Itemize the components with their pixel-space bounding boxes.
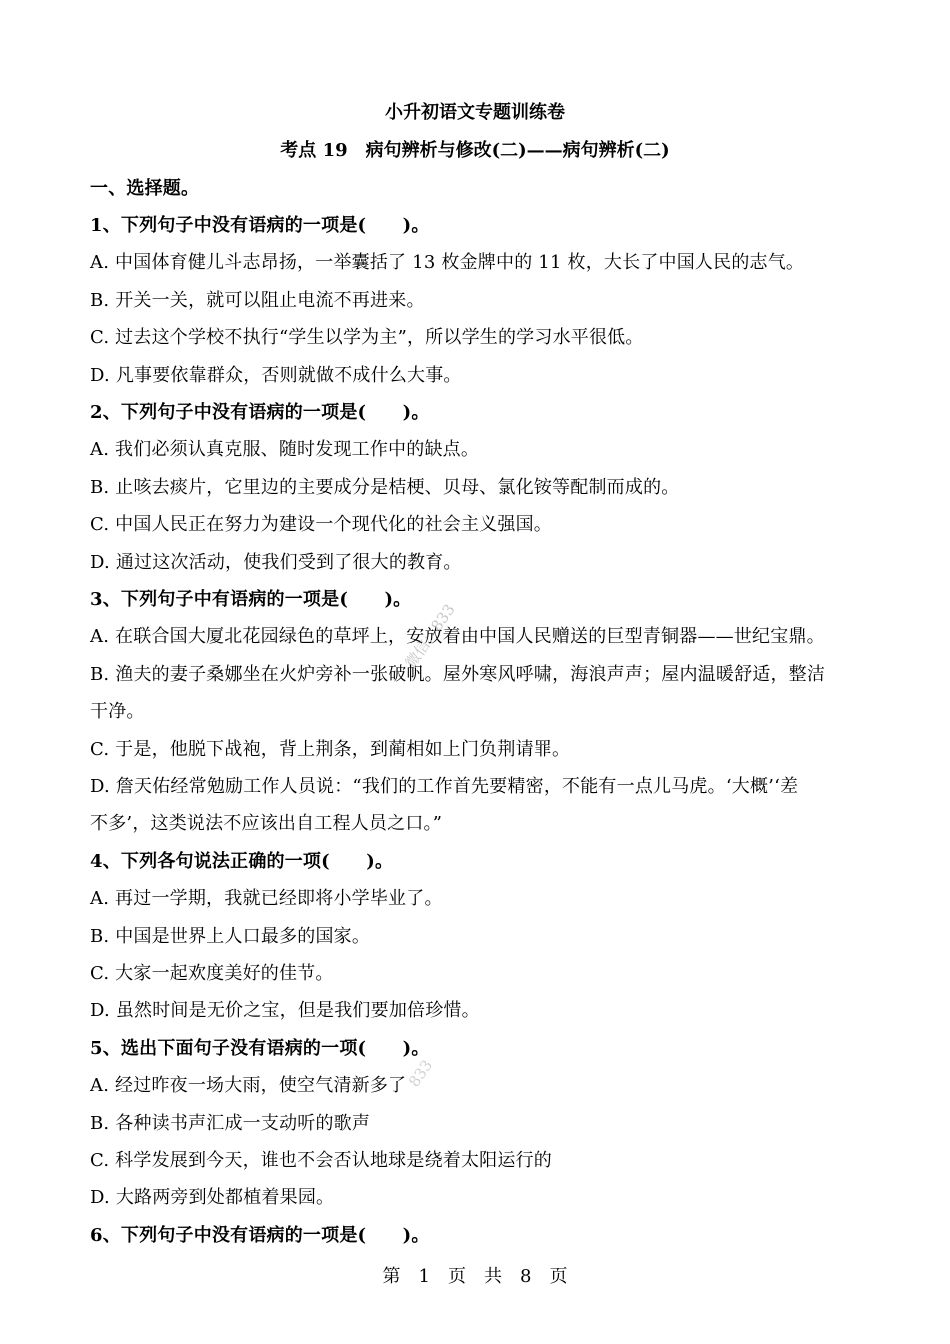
question-stem: 3、下列句子中有语病的一项是( )。: [90, 589, 412, 610]
answer-option: C. 过去这个学校不执行“学生以学为主”，所以学生的学习水平很低。: [90, 327, 644, 348]
answer-option: 不多’，这类说法不应该出自工程人员之口。”: [90, 813, 443, 834]
answer-option: C. 科学发展到今天，谁也不会否认地球是绕着太阳运行的: [90, 1150, 552, 1171]
question-stem: 5、选出下面句子没有语病的一项( )。: [90, 1038, 430, 1059]
answer-option: B. 止咳去痰片，它里边的主要成分是桔梗、贝母、氯化铵等配制而成的。: [90, 477, 680, 498]
answer-option: C. 于是，他脱下战袍，背上荆条，到蔺相如上门负荆请罪。: [90, 739, 571, 760]
answer-option: A. 在联合国大厦北花园绿色的草坪上，安放着由中国人民赠送的巨型青铜器——世纪宝鼎。: [90, 626, 825, 647]
answer-option: A. 我们必须认真克服、随时发现工作中的缺点。: [90, 439, 480, 460]
answer-option: D. 詹天佑经常勉励工作人员说：“我们的工作首先要精密，不能有一点儿马虎。‘大概’‘差: [90, 776, 799, 797]
answer-option: D. 虽然时间是无价之宝，但是我们要加倍珍惜。: [90, 1000, 480, 1021]
section-heading: 一、选择题。: [90, 178, 200, 199]
answer-option: D. 大路两旁到处都植着果园。: [90, 1187, 335, 1208]
answer-option: A. 再过一学期，我就已经即将小学毕业了。: [90, 888, 443, 909]
answer-option: 干净。: [90, 701, 145, 722]
question-stem: 2、下列句子中没有语病的一项是( )。: [90, 402, 430, 423]
watermark: 833: [405, 1056, 437, 1091]
question-stem: 4、下列各句说法正确的一项( )。: [90, 851, 394, 872]
answer-option: B. 渔夫的妻子桑娜坐在火炉旁补一张破帆。屋外寒风呼啸，海浪声声；屋内温暖舒适，整洁: [90, 664, 826, 685]
answer-option: B. 中国是世界上人口最多的国家。: [90, 926, 371, 947]
answer-option: B. 开关一关，就可以阻止电流不再进来。: [90, 290, 425, 311]
answer-option: A. 经过昨夜一场大雨，使空气清新多了: [90, 1075, 407, 1096]
answer-option: A. 中国体育健儿斗志昂扬，一举囊括了 13 枚金牌中的 11 枚，大长了中国人民的志气。: [90, 252, 805, 273]
page-subtitle: 考点 19 病句辨析与修改(二)——病句辨析(二): [280, 140, 670, 161]
page-footer: 第 1 页 共 8 页: [382, 1266, 568, 1287]
watermark: 微信：833: [401, 600, 459, 672]
question-stem: 6、下列句子中没有语病的一项是( )。: [90, 1225, 430, 1246]
answer-option: C. 中国人民正在努力为建设一个现代化的社会主义强国。: [90, 514, 552, 535]
page-title: 小升初语文专题训练卷: [385, 102, 565, 123]
question-stem: 1、下列句子中没有语病的一项是( )。: [90, 215, 430, 236]
answer-option: C. 大家一起欢度美好的佳节。: [90, 963, 334, 984]
answer-option: D. 通过这次活动，使我们受到了很大的教育。: [90, 552, 462, 573]
answer-option: D. 凡事要依靠群众，否则就做不成什么大事。: [90, 365, 462, 386]
answer-option: B. 各种读书声汇成一支动听的歌声: [90, 1113, 371, 1134]
